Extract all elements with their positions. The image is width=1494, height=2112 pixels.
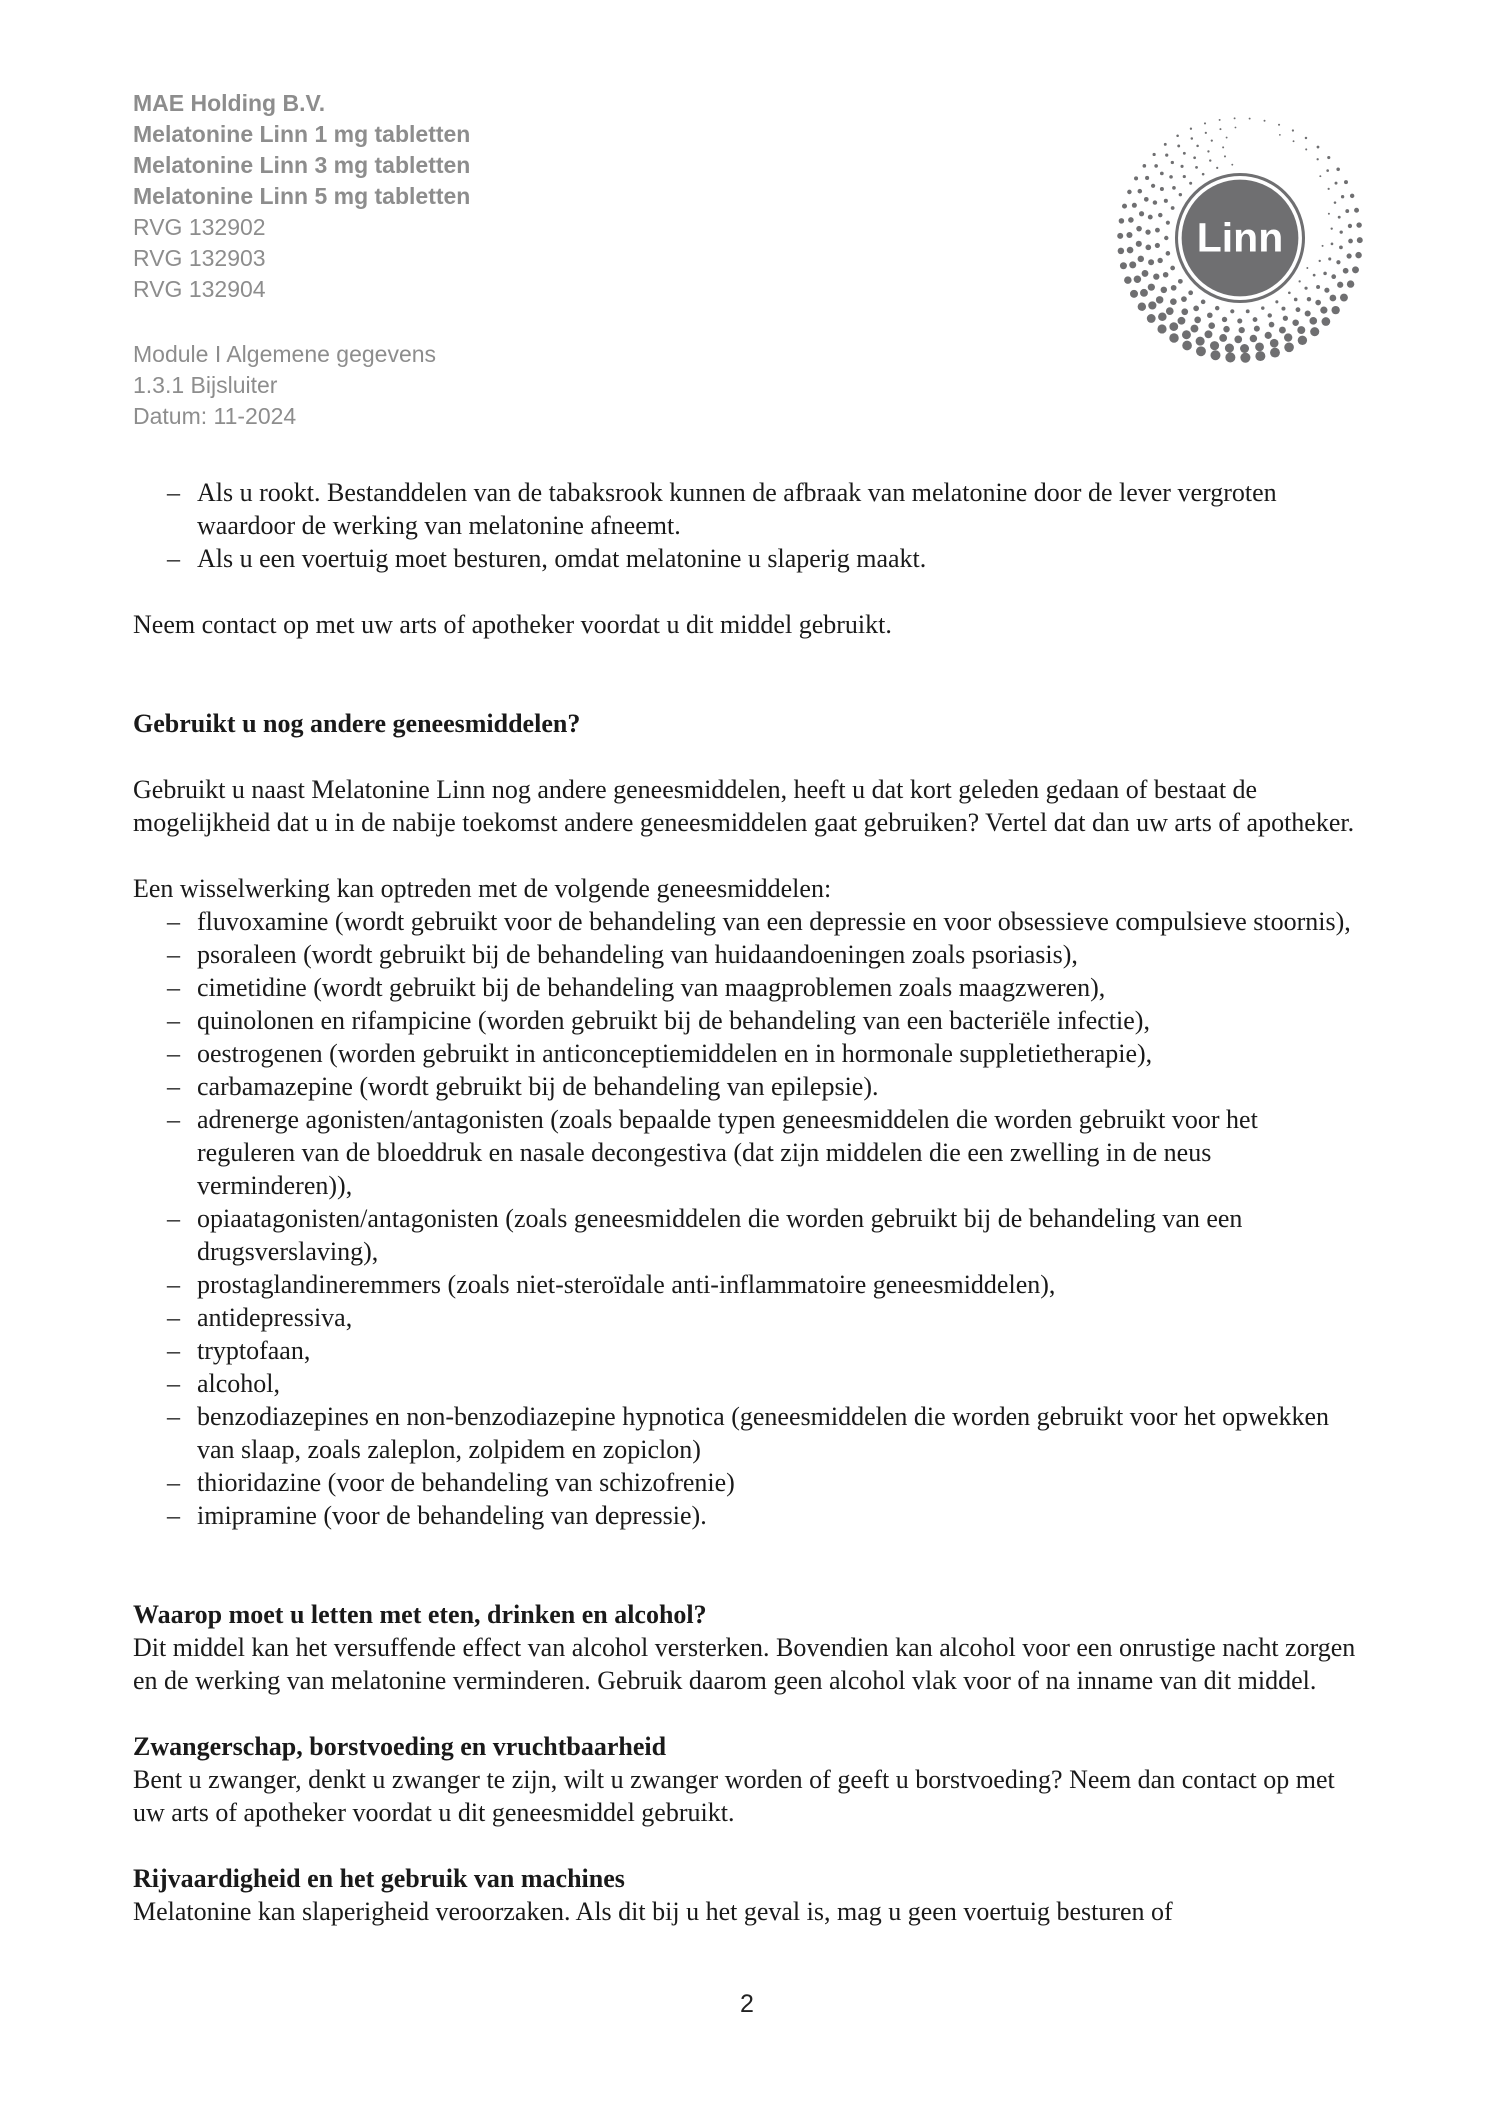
interaction-item <box>133 905 1361 938</box>
interaction-item <box>133 938 1361 971</box>
bullet-dash: – <box>167 1006 180 1035</box>
interaction-item <box>133 971 1361 1004</box>
rvg-number-2: RVG 132903 <box>133 245 266 271</box>
bullet-dash: – <box>167 1303 180 1332</box>
interaction-item-text: tryptofaan, <box>197 1336 311 1365</box>
interaction-item <box>133 1070 1361 1103</box>
rvg-number-3: RVG 132904 <box>133 276 266 302</box>
interaction-item-text: fluvoxamine (wordt gebruikt voor de behandeling van een depressie en voor obsessieve compulsieve stoornis), <box>197 907 1351 936</box>
warning-bullet-text: Als u een voertuig moet besturen, omdat melatonine u slaperig maakt. <box>197 544 927 573</box>
food-alcohol-text: Dit middel kan het versuffende effect van alcohol versterken. Bovendien kan alcohol voor een onrustige nacht zorgen en de werking van melatonine verminderen. Gebruik daarom geen alcohol vlak voor of na inname van dit middel. <box>133 1633 1356 1695</box>
interaction-item-text: cimetidine (wordt gebruikt bij de behandeling van maagproblemen zoals maagzweren), <box>197 973 1106 1002</box>
bullet-dash: – <box>167 1369 180 1398</box>
company-name: MAE Holding B.V. <box>133 90 326 116</box>
interaction-item-text: carbamazepine (wordt gebruikt bij de behandeling van epilepsie). <box>197 1072 879 1101</box>
interaction-item-text: benzodiazepines en non-benzodiazepine hypnotica (geneesmiddelen die worden gebruikt voor het opwekken van slaap, zoals zaleplon, zolpidem en zopiclon) <box>197 1402 1330 1464</box>
interaction-item-text: adrenerge agonisten/antagonisten (zoals bepaalde typen geneesmiddelen die worden gebruikt voor het reguleren van de bloeddruk en nasale decongestiva (dat zijn middelen die een zwelling in de neus verminderen)), <box>197 1105 1258 1200</box>
bullet-dash: – <box>167 1501 180 1530</box>
warning-bullet-smoking <box>133 476 1361 542</box>
interaction-item-text: quinolonen en rifampicine (worden gebruikt bij de behandeling van een bacteriële infectie), <box>197 1006 1150 1035</box>
bullet-dash: – <box>167 1105 180 1134</box>
interaction-item <box>133 1004 1361 1037</box>
bijsluiter-line: 1.3.1 Bijsluiter <box>133 372 278 398</box>
interaction-item-text: oestrogenen (worden gebruikt in anticonceptiemiddelen en in hormonale suppletietherapie), <box>197 1039 1153 1068</box>
interaction-item-text: psoraleen (wordt gebruikt bij de behandeling van huidaandoeningen zoals psoriasis), <box>197 940 1078 969</box>
driving-text: Melatonine kan slaperigheid veroorzaken. Als dit bij u het geval is, mag u geen voertuig besturen of <box>133 1897 1173 1926</box>
document-header <box>133 88 1361 432</box>
pregnancy-text: Bent u zwanger, denkt u zwanger te zijn, wilt u zwanger worden of geeft u borstvoeding? Neem dan contact op met uw arts of apotheker voordat u dit geneesmiddel gebruikt. <box>133 1765 1335 1827</box>
interaction-item <box>133 1499 1361 1532</box>
interaction-item <box>133 1268 1361 1301</box>
bullet-dash: – <box>167 1270 180 1299</box>
heading-driving: Rijvaardigheid en het gebruik van machines <box>133 1864 625 1893</box>
bullet-dash: – <box>167 973 180 1002</box>
product-line-1mg: Melatonine Linn 1 mg tabletten <box>133 121 471 147</box>
warning-bullet-list <box>133 476 1361 575</box>
heading-food-alcohol: Waarop moet u letten met eten, drinken en alcohol? <box>133 1600 707 1629</box>
interaction-item <box>133 1202 1361 1268</box>
leaflet-body <box>133 476 1361 1928</box>
interaction-item <box>133 1334 1361 1367</box>
interaction-item <box>133 1367 1361 1400</box>
bullet-dash: – <box>167 1336 180 1365</box>
interaction-item-text: alcohol, <box>197 1369 281 1398</box>
interaction-item-text: antidepressiva, <box>197 1303 353 1332</box>
interaction-item <box>133 1400 1361 1466</box>
heading-other-medicines: Gebruikt u nog andere geneesmiddelen? <box>133 709 581 738</box>
bullet-dash: – <box>167 940 180 969</box>
heading-pregnancy: Zwangerschap, borstvoeding en vruchtbaarheid <box>133 1732 667 1761</box>
page-number: 2 <box>740 1990 754 2018</box>
rvg-number-1: RVG 132902 <box>133 214 266 240</box>
date-line: Datum: 11-2024 <box>133 403 297 429</box>
bullet-dash: – <box>167 1468 180 1497</box>
interaction-item-text: prostaglandineremmers (zoals niet-steroïdale anti-inflammatoire geneesmiddelen), <box>197 1270 1056 1299</box>
interaction-item-text: opiaatagonisten/antagonisten (zoals geneesmiddelen die worden gebruikt bij de behandeling van een drugsverslaving), <box>197 1204 1243 1266</box>
warning-bullet-driving <box>133 542 1361 575</box>
warning-bullet-text: Als u rookt. Bestanddelen van de tabaksrook kunnen de afbraak van melatonine door de lever vergroten waardoor de werking van melatonine afneemt. <box>197 478 1277 540</box>
interaction-item-text: imipramine (voor de behandeling van depressie). <box>197 1501 707 1530</box>
bullet-dash: – <box>167 1204 180 1233</box>
bullet-dash: – <box>167 1039 180 1068</box>
interaction-item <box>133 1301 1361 1334</box>
bullet-dash: – <box>167 1402 180 1431</box>
interaction-item <box>133 1037 1361 1070</box>
interaction-item-text: thioridazine (voor de behandeling van schizofrenie) <box>197 1468 735 1497</box>
module-line: Module I Algemene gegevens <box>133 341 437 367</box>
bullet-dash: – <box>167 544 180 573</box>
module-block <box>133 339 1361 432</box>
product-line-5mg: Melatonine Linn 5 mg tabletten <box>133 183 471 209</box>
bullet-dash: – <box>167 1072 180 1101</box>
logo-text: Linn <box>1196 214 1284 261</box>
contact-note: Neem contact op met uw arts of apotheker voordat u dit middel gebruikt. <box>133 610 892 639</box>
bullet-dash: – <box>167 478 180 507</box>
other-medicines-intro: Gebruikt u naast Melatonine Linn nog andere geneesmiddelen, heeft u dat kort geleden gedaan of bestaat de mogelijkheid dat u in de nabije toekomst andere geneesmiddelen gaat gebruiken? Vertel dat dan uw arts of apotheker. <box>133 775 1355 837</box>
interaction-item <box>133 1103 1361 1202</box>
interaction-list <box>133 905 1361 1532</box>
product-line-3mg: Melatonine Linn 3 mg tabletten <box>133 152 471 178</box>
bullet-dash: – <box>167 907 180 936</box>
interaction-intro: Een wisselwerking kan optreden met de volgende geneesmiddelen: <box>133 874 832 903</box>
interaction-item <box>133 1466 1361 1499</box>
